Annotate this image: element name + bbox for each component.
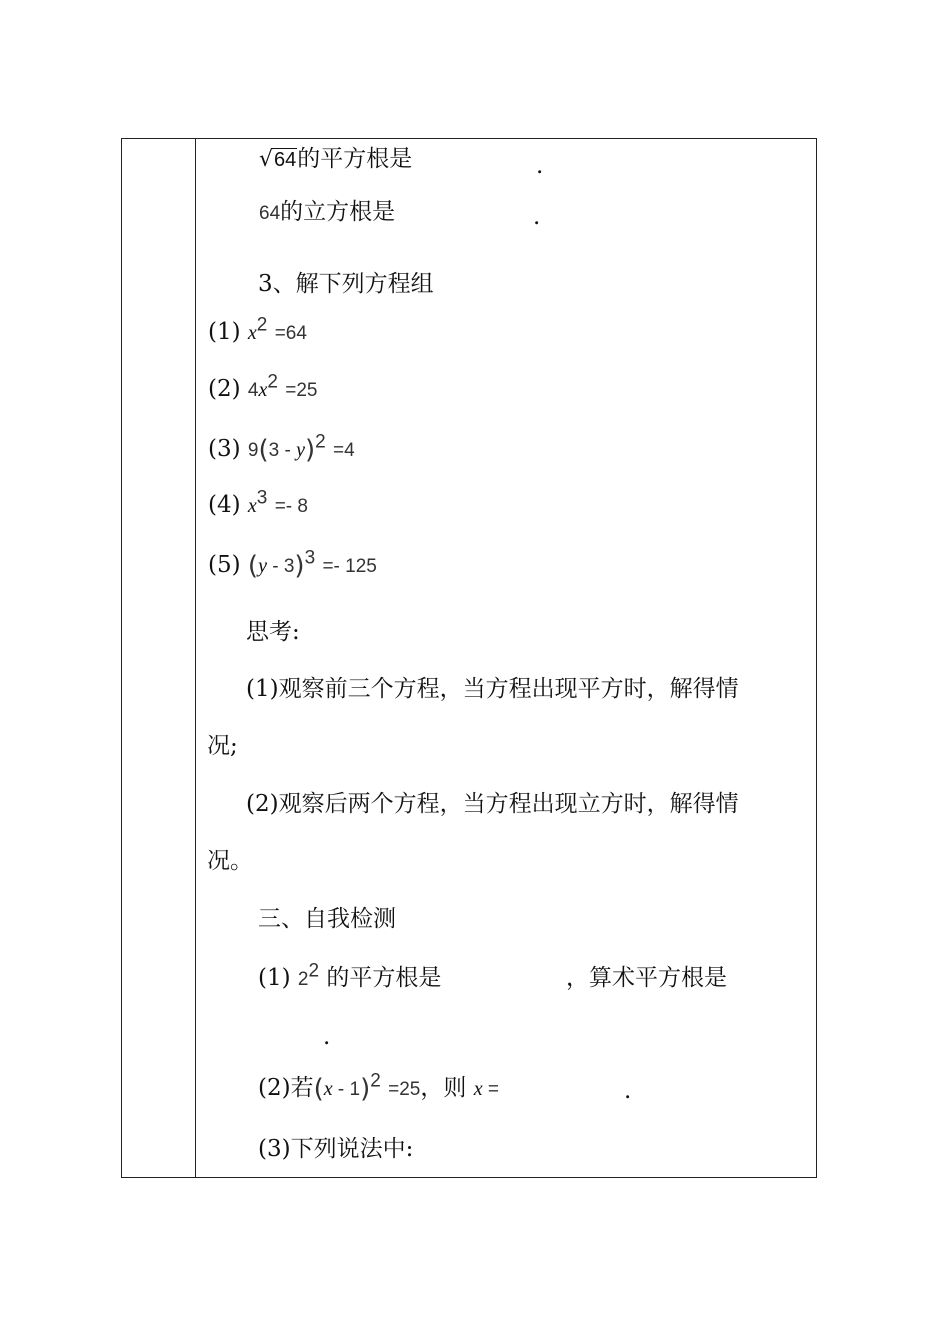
cube64-answer-dot: . (533, 204, 541, 230)
equation-5: (5) (y - 3)$^3$ =- 125 (208, 547, 377, 581)
column-divider (195, 139, 196, 1177)
think-1-line-a: (1)观察前三个方程，当方程出现平方时，解得情 (246, 676, 739, 702)
think-heading: 思考: (246, 619, 300, 645)
cube64-line: 64的立方根是 (259, 199, 396, 225)
equation-1: (1) $x^2 =64$ (208, 314, 307, 345)
self-check-1: (1) $2^2$ 的平方根是 (258, 960, 442, 991)
self-check-2: (2)若(x - 1)$^2$ =25，则 x = (258, 1070, 499, 1104)
think-2-line-b: 况。 (207, 848, 253, 874)
equation-4: (4) $x^3 =- 8$ (208, 487, 308, 518)
think-1-line-b: 况; (207, 733, 238, 759)
self-check-1-part2: ，算术平方根是 (566, 965, 727, 991)
table-frame (121, 138, 817, 1178)
sqrt64-answer-dot: . (536, 153, 544, 179)
self-check-1-dot: . (323, 1024, 331, 1050)
sqrt-expression: √64 (259, 147, 297, 172)
think-2-line-a: (2)观察后两个方程，当方程出现立方时，解得情 (246, 791, 739, 817)
sqrt64-line: √64的平方根是 (259, 144, 412, 175)
question-3-heading: 3、解下列方程组 (258, 271, 434, 297)
self-check-2-dot: . (624, 1078, 632, 1104)
equation-3: (3) 9(3 - y)$^2$ =4 (208, 431, 355, 465)
self-check-heading: 三、自我检测 (258, 906, 396, 932)
self-check-3: (3)下列说法中: (258, 1136, 414, 1162)
equation-2: (2) $4x^2 =25$ (208, 371, 318, 402)
